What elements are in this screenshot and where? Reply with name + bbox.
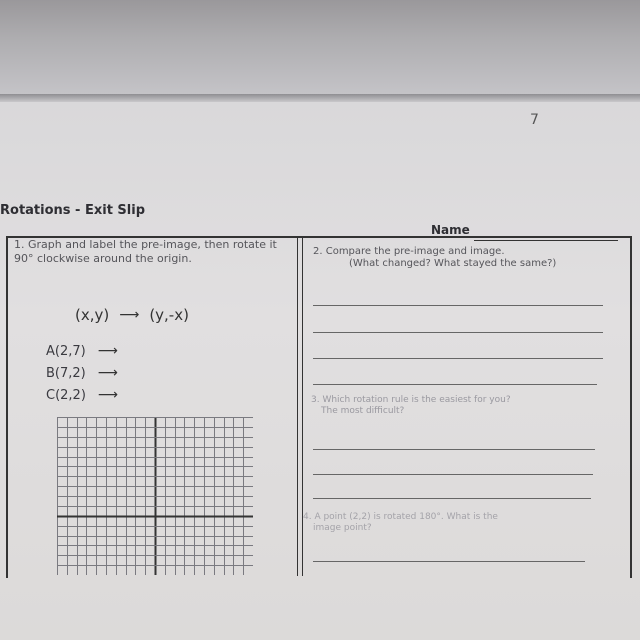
point-row bbox=[46, 340, 118, 362]
corner-mark: 7 bbox=[530, 112, 539, 128]
question-4-line2: image point? bbox=[313, 523, 372, 533]
right-arrow-icon: ⟶ bbox=[97, 387, 118, 403]
right-arrow-icon: ⟶ bbox=[97, 365, 118, 381]
question-1-prompt: 1. Graph and label the pre-image, then rotate it 90° clockwise around the origin. bbox=[14, 238, 277, 265]
point-row bbox=[46, 362, 118, 384]
point-label: B(7,2) bbox=[46, 365, 86, 381]
question-2-line1: 2. Compare the pre-image and image. bbox=[313, 246, 505, 257]
point-label: C(2,2) bbox=[46, 387, 86, 403]
answer-line[interactable] bbox=[313, 305, 603, 306]
point-list bbox=[46, 340, 118, 406]
answer-line[interactable] bbox=[313, 384, 597, 385]
name-label: Name bbox=[431, 223, 470, 237]
top-background bbox=[0, 0, 640, 96]
coordinate-grid[interactable] bbox=[57, 417, 253, 579]
question-2-line2: (What changed? What stayed the same?) bbox=[349, 258, 557, 269]
question-3-prompt bbox=[311, 395, 611, 417]
rotation-rule bbox=[75, 306, 189, 324]
answer-line[interactable] bbox=[313, 498, 591, 499]
question-4-prompt bbox=[303, 512, 603, 534]
question-4-line1: 4. A point (2,2) is rotated 180°. What is the bbox=[303, 512, 498, 522]
question-2-prompt bbox=[313, 246, 613, 270]
answer-line[interactable] bbox=[313, 449, 595, 450]
coordinate-grid-svg bbox=[57, 417, 253, 575]
rule-from: (x,y) bbox=[75, 306, 110, 324]
question-3-line2: The most difficult? bbox=[321, 406, 405, 416]
answer-line[interactable] bbox=[313, 332, 603, 333]
rule-to: (y,-x) bbox=[149, 306, 189, 324]
answer-line[interactable] bbox=[313, 474, 593, 475]
worksheet-title: Rotations - Exit Slip bbox=[0, 203, 146, 218]
paper-edge bbox=[0, 94, 640, 102]
answer-line[interactable] bbox=[313, 358, 603, 359]
point-label: A(2,7) bbox=[46, 343, 86, 359]
question-3-line1: 3. Which rotation rule is the easiest for you? bbox=[311, 395, 511, 405]
right-arrow-icon: ⟶ bbox=[97, 343, 118, 359]
answer-line[interactable] bbox=[313, 561, 585, 562]
point-row bbox=[46, 384, 118, 406]
right-arrow-icon: ⟶ bbox=[119, 307, 140, 323]
